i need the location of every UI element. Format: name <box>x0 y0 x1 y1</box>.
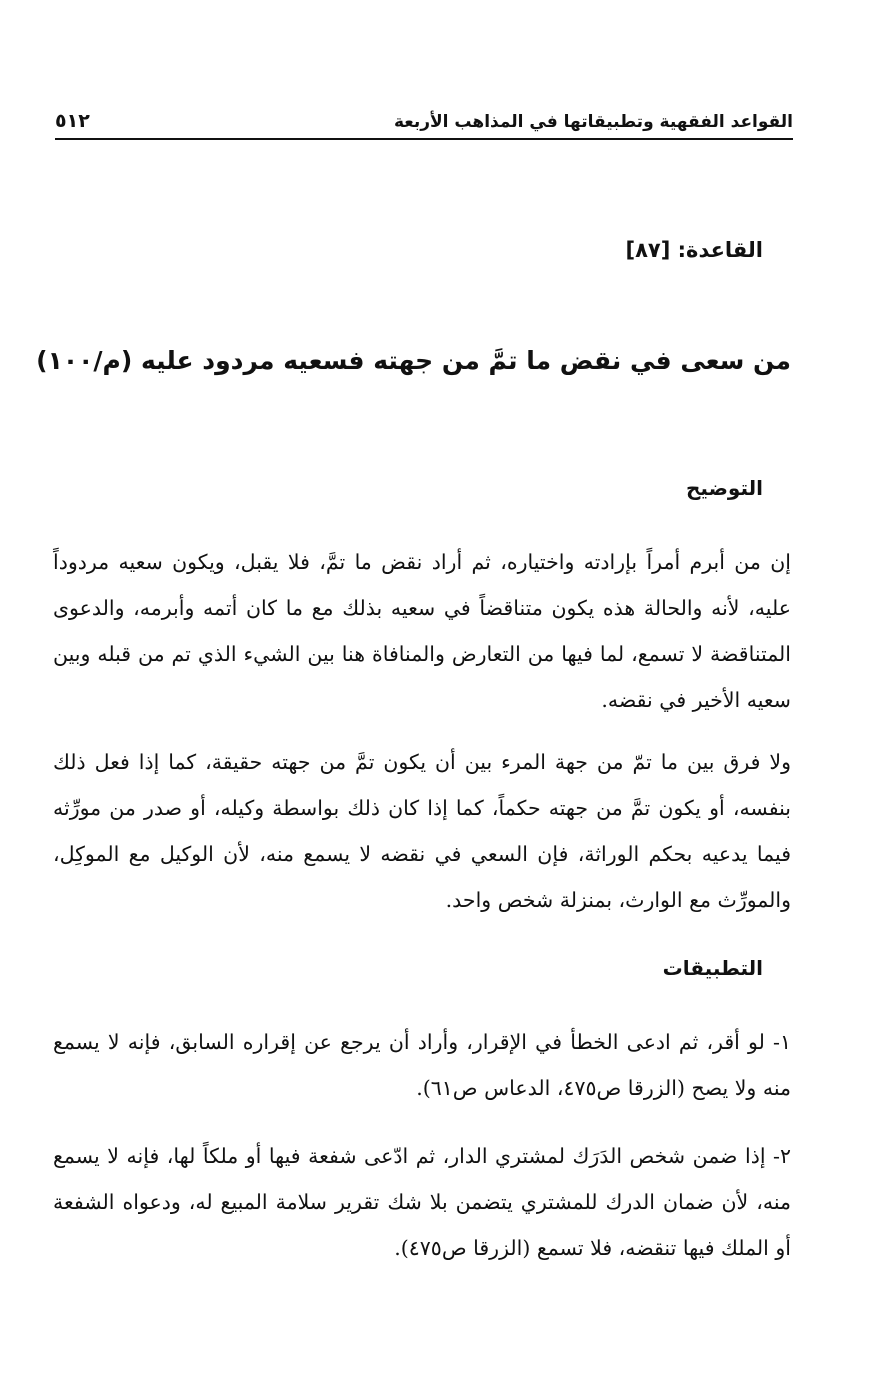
rule-title: من سعى في نقض ما تمَّ من جهته فسعيه مردود عليه (م/١٠٠) <box>36 346 791 375</box>
explanation-heading: التوضيح <box>686 476 763 500</box>
rule-number-label: القاعدة: [٨٧] <box>625 238 763 262</box>
running-title: القواعد الفقهية وتطبيقاتها في المذاهب الأربعة <box>393 112 793 132</box>
running-header <box>55 100 793 140</box>
application-item-1: ١- لو أقر، ثم ادعى الخطأ في الإقرار، وأراد أن يرجع عن إقراره السابق، فإنه لا يسمع منه ولا يصح (الزرقا ص٤٧٥، الدعاس ص٦١). <box>53 1030 791 1100</box>
explanation-paragraph-2: ولا فرق بين ما تمّ من جهة المرء بين أن يكون تمَّ من جهته حقيقة، كما إذا فعل ذلك بنفسه، أو يكون تمَّ من جهته حكماً، كما إذا كان ذلك بواسطة وكيله، أو صدر من مورِّثه فيما يدعيه بحكم الوراثة، فإن السعي في نقضه لا يسمع منه، لأن الوكيل مع الموكِل، والمورِّث مع الوارث، بمنزلة شخص واحد. <box>53 750 791 912</box>
page-number: ٥١٢ <box>55 110 90 132</box>
explanation-paragraph-1: إن من أبرم أمراً بإرادته واختياره، ثم أراد نقض ما تمَّ، فلا يقبل، ويكون سعيه مردوداً عليه، لأنه والحالة هذه يكون متناقضاً في سعيه بذلك مع ما كان أتمه وأبرمه، والدعوى المتناقضة لا تسمع، لما فيها من التعارض والمنافاة هنا بين الشيء الذي تم من قبله وبين سعيه الأخير في نقضه. <box>53 550 791 712</box>
application-item-2: ٢- إذا ضمن شخص الدَرَك لمشتري الدار، ثم ادّعى شفعة فيها أو ملكاً لها، فإنه لا يسمع منه، لأن ضمان الدرك للمشتري يتضمن بلا شك تقرير سلامة المبيع له، ودعواه الشفعة أو الملك فيها تنقضه، فلا تسمع (الزرقا ص٤٧٥). <box>53 1144 791 1260</box>
applications-heading: التطبيقات <box>662 956 763 980</box>
